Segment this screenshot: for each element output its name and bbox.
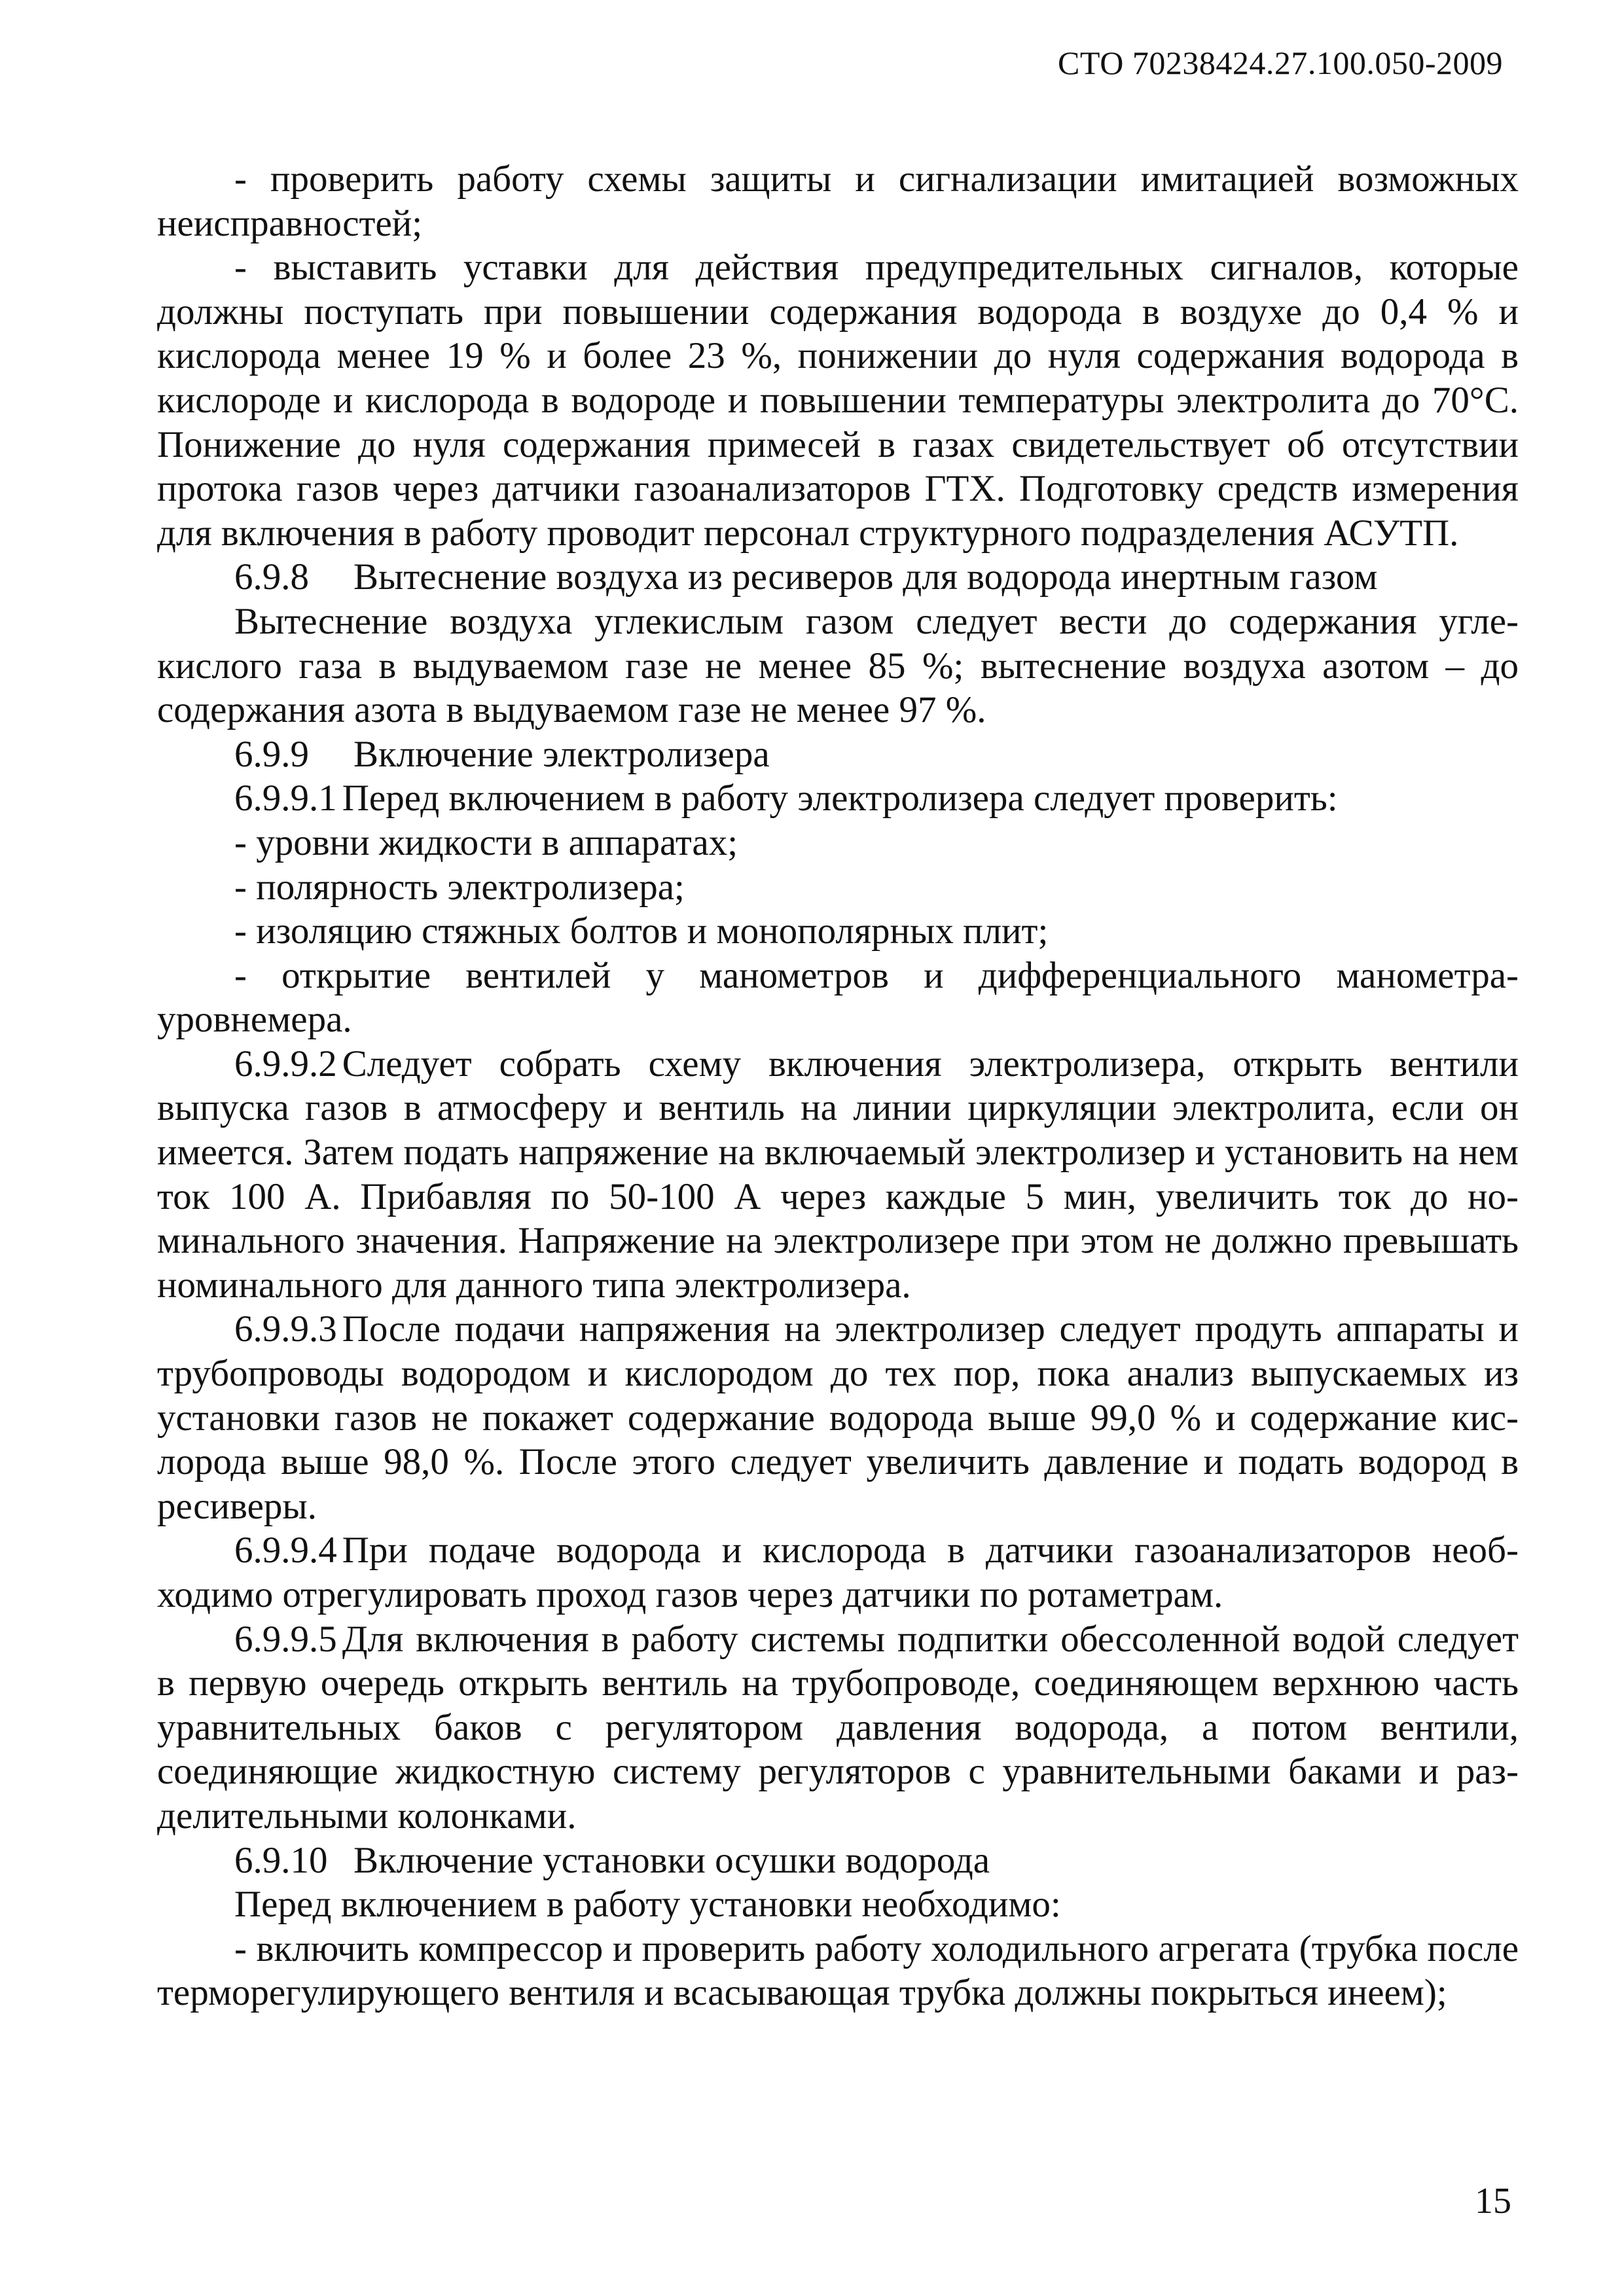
clause-text: При подаче водорода и кислорода в датчики газоанализаторов необходимо отрегулировать проход газов через датчики по ротаметрам. bbox=[157, 1530, 1519, 1615]
clause-6-9-9-2 bbox=[157, 1042, 1519, 1308]
section-heading-6-9-10 bbox=[157, 1839, 1519, 1883]
section-title: Включение электролизера bbox=[353, 733, 770, 775]
section-heading-6-9-8 bbox=[157, 555, 1519, 600]
clause-number: 6.9.9.2 bbox=[234, 1043, 337, 1085]
clause-6-9-9-4 bbox=[157, 1528, 1519, 1617]
section-number: 6.9.10 bbox=[234, 1839, 328, 1881]
clause-6-9-9-1 bbox=[157, 776, 1519, 821]
page-body bbox=[157, 157, 1519, 2015]
paragraph-check-protection: - проверить работу схемы защиты и сигнализации имитацией возможных неисправностей; bbox=[157, 158, 1519, 244]
clause-6-9-9-3 bbox=[157, 1307, 1519, 1528]
list-item: - уровни жидкости в аппаратах; bbox=[234, 821, 738, 863]
clause-text: Следует собрать схему включения электролизера, открыть вентили выпуска газов в атмосферу и вентиль на линии циркуляции электролита, если он имеется. Затем подать напряжение на включаемый электролизер и установить на нем ток 100 А. Прибавляя по 50-100 А через каждые 5 мин, увеличить ток до номинального значения. Напряжение на электролизере при этом не должно превышать номинального для данного типа электролизера. bbox=[157, 1043, 1519, 1306]
list-item: - изоляцию стяжных болтов и монополярных плит; bbox=[234, 910, 1049, 952]
paragraph-before-start: Перед включением в работу установки необходимо: bbox=[234, 1884, 1061, 1926]
section-heading-6-9-9 bbox=[157, 732, 1519, 777]
list-item: - полярность электролизера; bbox=[234, 866, 685, 908]
list-item: - открытие вентилей у манометров и дифференциального манометра-уровнемера. bbox=[157, 954, 1519, 1041]
paragraph-set-setpoints: - выставить уставки для действия предупредительных сигналов, которые должны поступать при повышении содержания водорода в воздухе до 0,4 % и кислорода менее 19 % и более 23 %, понижении до нуля содержания водорода в кислороде и кислорода в водороде и повышении температуры электролита до 70°С. Понижение до нуля содержания примесей в газах свидетельствует об отсутствии протока газов через датчики газоанализаторов ГТХ. Подготовку средств измерения для включения в работу проводит персонал структурного подразделения АСУТП. bbox=[157, 247, 1519, 554]
paragraph-air-displacement: Вытеснение воздуха углекислым газом следует вести до содержания углекислого газа в выдуваемом газе не менее 85 %; вытеснение воздуха азотом – до содержания азота в выдуваемом газе не менее 97 %. bbox=[157, 600, 1519, 731]
section-number: 6.9.8 bbox=[234, 556, 309, 598]
clause-text: После подачи напряжения на электролизер следует продуть аппараты и трубопроводы водородом и кислородом до тех пор, пока анализ выпускаемых из установки газов не покажет содержание водорода выше 99,0 % и содержание кислорода выше 98,0 %. После этого следует увеличить давление и подать водород в ресиверы. bbox=[157, 1308, 1519, 1527]
clause-number: 6.9.9.3 bbox=[234, 1308, 337, 1350]
clause-text: Для включения в работу системы подпитки обессоленной водой следует в первую очередь открыть вентиль на трубопроводе, соединяющем верхнюю часть уравнительных баков с регулятором давления водорода, а потом вентили, соединяющие жидкостную систему регуляторов с уравнительными баками и разделительными колонками. bbox=[157, 1618, 1519, 1837]
clause-6-9-9-5 bbox=[157, 1617, 1519, 1839]
section-title: Включение установки осушки водорода bbox=[353, 1839, 990, 1881]
section-title: Вытеснение воздуха из ресиверов для водорода инертным газом bbox=[353, 556, 1378, 598]
clause-number: 6.9.9.4 bbox=[234, 1530, 337, 1571]
document-code-header: СТО 70238424.27.100.050-2009 bbox=[1058, 45, 1503, 81]
clause-number: 6.9.9.1 bbox=[234, 778, 337, 819]
page-number: 15 bbox=[1475, 2181, 1511, 2221]
section-number: 6.9.9 bbox=[234, 733, 309, 775]
list-item: - включить компрессор и проверить работу холодильного агрегата (трубка после терморегулирующего вентиля и всасывающая трубка должны покрыться инеем); bbox=[157, 1928, 1519, 2014]
clause-text: Перед включением в работу электролизера следует проверить: bbox=[342, 778, 1338, 819]
clause-number: 6.9.9.5 bbox=[234, 1618, 337, 1660]
